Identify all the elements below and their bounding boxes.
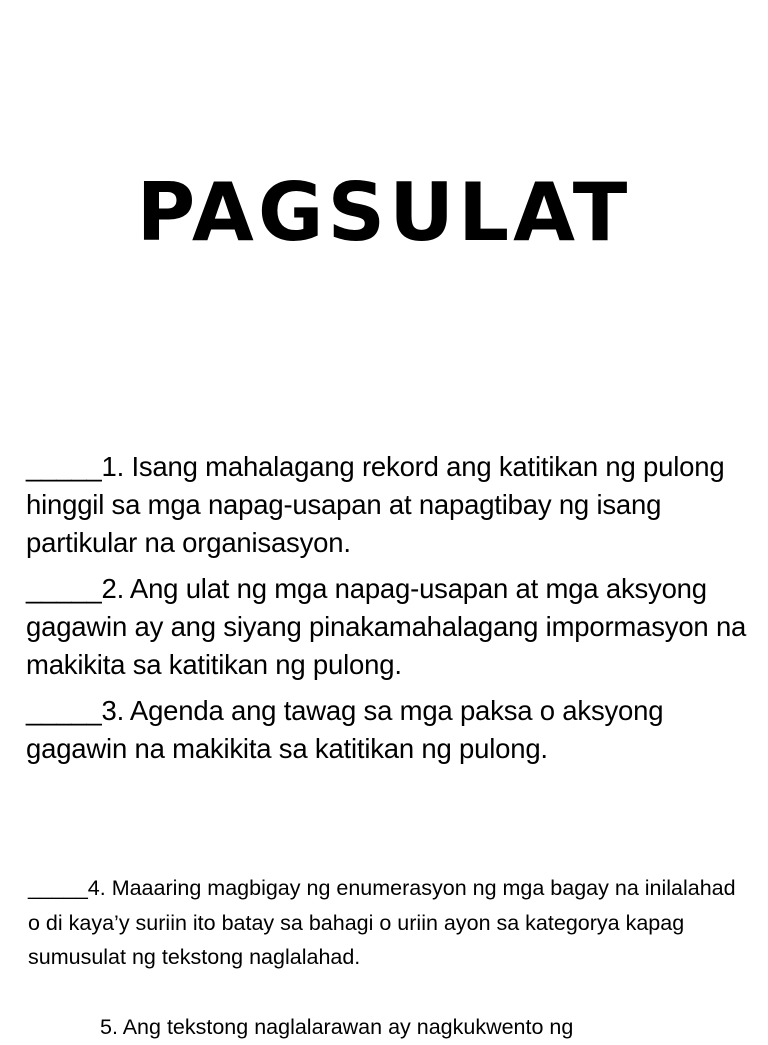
- page-title: PAGSULAT: [136, 166, 632, 259]
- question-item-3: _____3. Agenda ang tawag sa mga paksa o aksyong gagawin na makikita sa katitikan ng pulong.: [26, 695, 664, 764]
- question-item-1: _____1. Isang mahalagang rekord ang katitikan ng pulong hinggil sa mga napag-usapan at napagtibay ng isang partikular na organisasyon.: [26, 451, 725, 558]
- question-item-4: _____4. Maaaring magbigay ng enumerasyon ng mga bagay na inilalahad o di kaya’y suriin ito batay sa bahagi o uriin ayon sa kategorya kapag sumusulat ng tekstong naglalahad.: [28, 876, 736, 969]
- question-item-2: _____2. Ang ulat ng mga napag-usapan at mga aksyong gagawin ay ang siyang pinakamahalagang impormasyon na makikita sa katitikan ng pulong.: [26, 573, 747, 680]
- question-item-5: 5. Ang tekstong naglalarawan ay nagkukwento ng: [100, 1015, 574, 1039]
